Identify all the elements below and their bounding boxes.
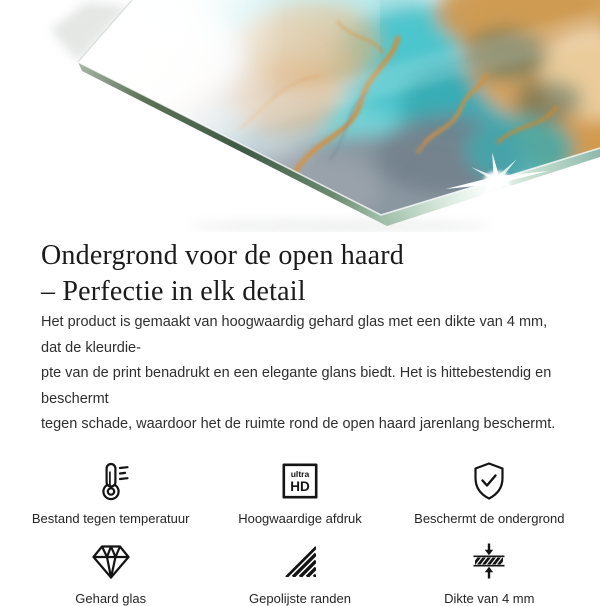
svg-text:HD: HD	[290, 478, 310, 494]
description-line: Het product is gemaakt van hoogwaardig gehard glas met een dikte van 4 mm, dat de kleurdie-	[41, 314, 548, 356]
product-description	[41, 310, 559, 438]
feature-protects-surface	[395, 459, 584, 526]
description-line: tegen schade, waardoor het de ruimte rond de open haard jarenlang beschermt.	[41, 416, 556, 432]
feature-high-quality-print	[205, 459, 394, 526]
shield-check-icon	[467, 459, 511, 503]
page-title-line1: Ondergrond voor de open haard	[41, 240, 404, 271]
feature-thickness-4mm	[395, 539, 584, 606]
feature-label: Bestand tegen temperatuur	[31, 510, 190, 526]
glass-panel-art	[40, 0, 600, 232]
feature-label: Gehard glas	[75, 590, 147, 606]
features-grid	[0, 459, 600, 606]
feature-label: Hoogwaardige afdruk	[238, 510, 362, 526]
feature-temperature-resistant	[16, 459, 205, 526]
feature-label: Gepolijste randen	[249, 590, 351, 606]
product-text-section	[0, 238, 600, 438]
product-photo	[0, 0, 600, 232]
svg-text:ultra: ultra	[290, 468, 310, 479]
ultra-hd-icon	[278, 459, 322, 503]
description-line: pte van de print benadrukt en een elegante glans biedt. Het is hittebestendig en beschermt	[41, 365, 552, 407]
thermometer-icon	[89, 459, 133, 503]
diamond-icon	[89, 539, 133, 583]
feature-label: Dikte van 4 mm	[444, 590, 535, 606]
thickness-icon	[467, 539, 511, 583]
feature-label: Beschermt de ondergrond	[414, 510, 565, 526]
feature-tempered-glass	[16, 539, 205, 606]
polished-edges-icon	[278, 539, 322, 583]
page-title-line2: – Perfectie in elk detail	[41, 276, 306, 307]
feature-polished-edges	[205, 539, 394, 606]
page-title	[41, 238, 559, 310]
